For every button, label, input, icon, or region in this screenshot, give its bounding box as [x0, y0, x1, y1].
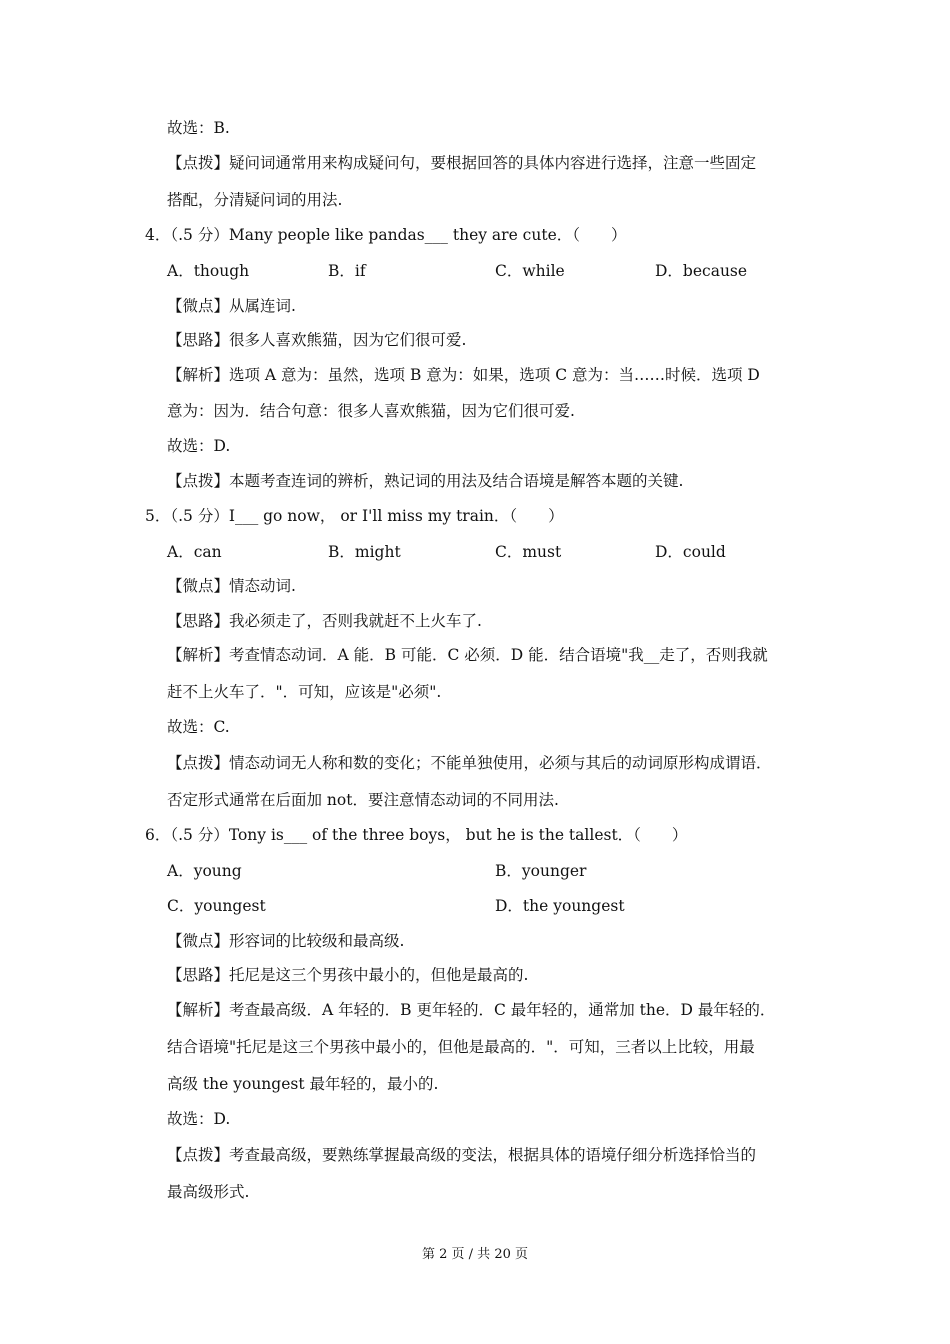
intro-tip-line-1: 【点拨】疑问词通常用来构成疑问句，要根据回答的具体内容进行选择，注意一些固定 [167, 154, 757, 172]
q6-point: 【微点】形容词的比较级和最高级. [167, 932, 405, 950]
q6-tip-line-2: 最高级形式. [167, 1183, 250, 1201]
q4-idea: 【思路】很多人喜欢熊猫，因为它们很可爱. [167, 331, 467, 349]
intro-answer: 故选：B. [167, 119, 230, 137]
q5-point: 【微点】情态动词. [167, 577, 296, 595]
q6-option-c: C．youngest [167, 897, 266, 915]
q4-point: 【微点】从属连词. [167, 297, 296, 315]
q4-option-b: B．if [328, 262, 366, 280]
q6-stem: 6．（.5 分）Tony is___ of the three boys， but he is the tallest．（ ） [145, 826, 688, 844]
q5-analysis-line-2: 赶不上火车了．"．可知，应该是"必须". [167, 683, 442, 701]
q5-option-c: C．must [495, 543, 562, 561]
q4-stem: 4．（.5 分）Many people like pandas___ they are cute．（ ） [145, 226, 627, 244]
q6-idea: 【思路】托尼是这三个男孩中最小的，但他是最高的. [167, 966, 529, 984]
q5-idea: 【思路】我必须走了，否则我就赶不上火车了. [167, 612, 482, 630]
q5-tip-line-2: 否定形式通常在后面加 not．要注意情态动词的不同用法. [167, 791, 559, 809]
q6-analysis-line-2: 结合语境"托尼是这三个男孩中最小的，但他是最高的．"．可知，三者以上比较，用最 [167, 1038, 755, 1056]
q4-option-a: A．though [167, 262, 250, 280]
q5-analysis-line-1: 【解析】考查情态动词．A 能．B 可能．C 必须．D 能．结合语境"我__走了，否则我就 [167, 646, 768, 664]
q5-option-d: D．could [655, 543, 726, 561]
intro-tip-line-2: 搭配，分清疑问词的用法. [167, 191, 343, 209]
q4-analysis-line-2: 意为：因为．结合句意：很多人喜欢熊猫，因为它们很可爱. [167, 402, 575, 420]
q6-analysis-line-1: 【解析】考查最高级．A 年轻的．B 更年轻的．C 最年轻的，通常加 the．D 最年轻的． [167, 1001, 776, 1019]
q4-tip: 【点拨】本题考查连词的辨析，熟记词的用法及结合语境是解答本题的关键. [167, 472, 684, 490]
q6-option-a: A．young [167, 862, 242, 880]
q5-option-a: A．can [167, 543, 222, 561]
q4-option-d: D．because [655, 262, 748, 280]
q6-tip-line-1: 【点拨】考查最高级，要熟练掌握最高级的变法，根据具体的语境仔细分析选择恰当的 [167, 1146, 757, 1164]
page-number-footer: 第 2 页 / 共 20 页 [422, 1247, 528, 1262]
q6-analysis-line-3: 高级 the youngest 最年轻的，最小的. [167, 1075, 439, 1093]
q5-option-b: B．might [328, 543, 401, 561]
q4-analysis-line-1: 【解析】选项 A 意为：虽然，选项 B 意为：如果，选项 C 意为：当……时候．选项 D [167, 366, 760, 384]
q5-tip-line-1: 【点拨】情态动词无人称和数的变化；不能单独使用，必须与其后的动词原形构成谓语． [167, 754, 772, 772]
q6-answer: 故选：D. [167, 1110, 231, 1128]
q6-option-d: D．the youngest [495, 897, 625, 915]
q4-option-c: C．while [495, 262, 565, 280]
q4-answer: 故选：D. [167, 437, 231, 455]
q5-stem: 5．（.5 分）I___ go now， or I'll miss my train．（ ） [145, 507, 564, 525]
q5-answer: 故选：C. [167, 718, 230, 736]
q6-option-b: B．younger [495, 862, 587, 880]
